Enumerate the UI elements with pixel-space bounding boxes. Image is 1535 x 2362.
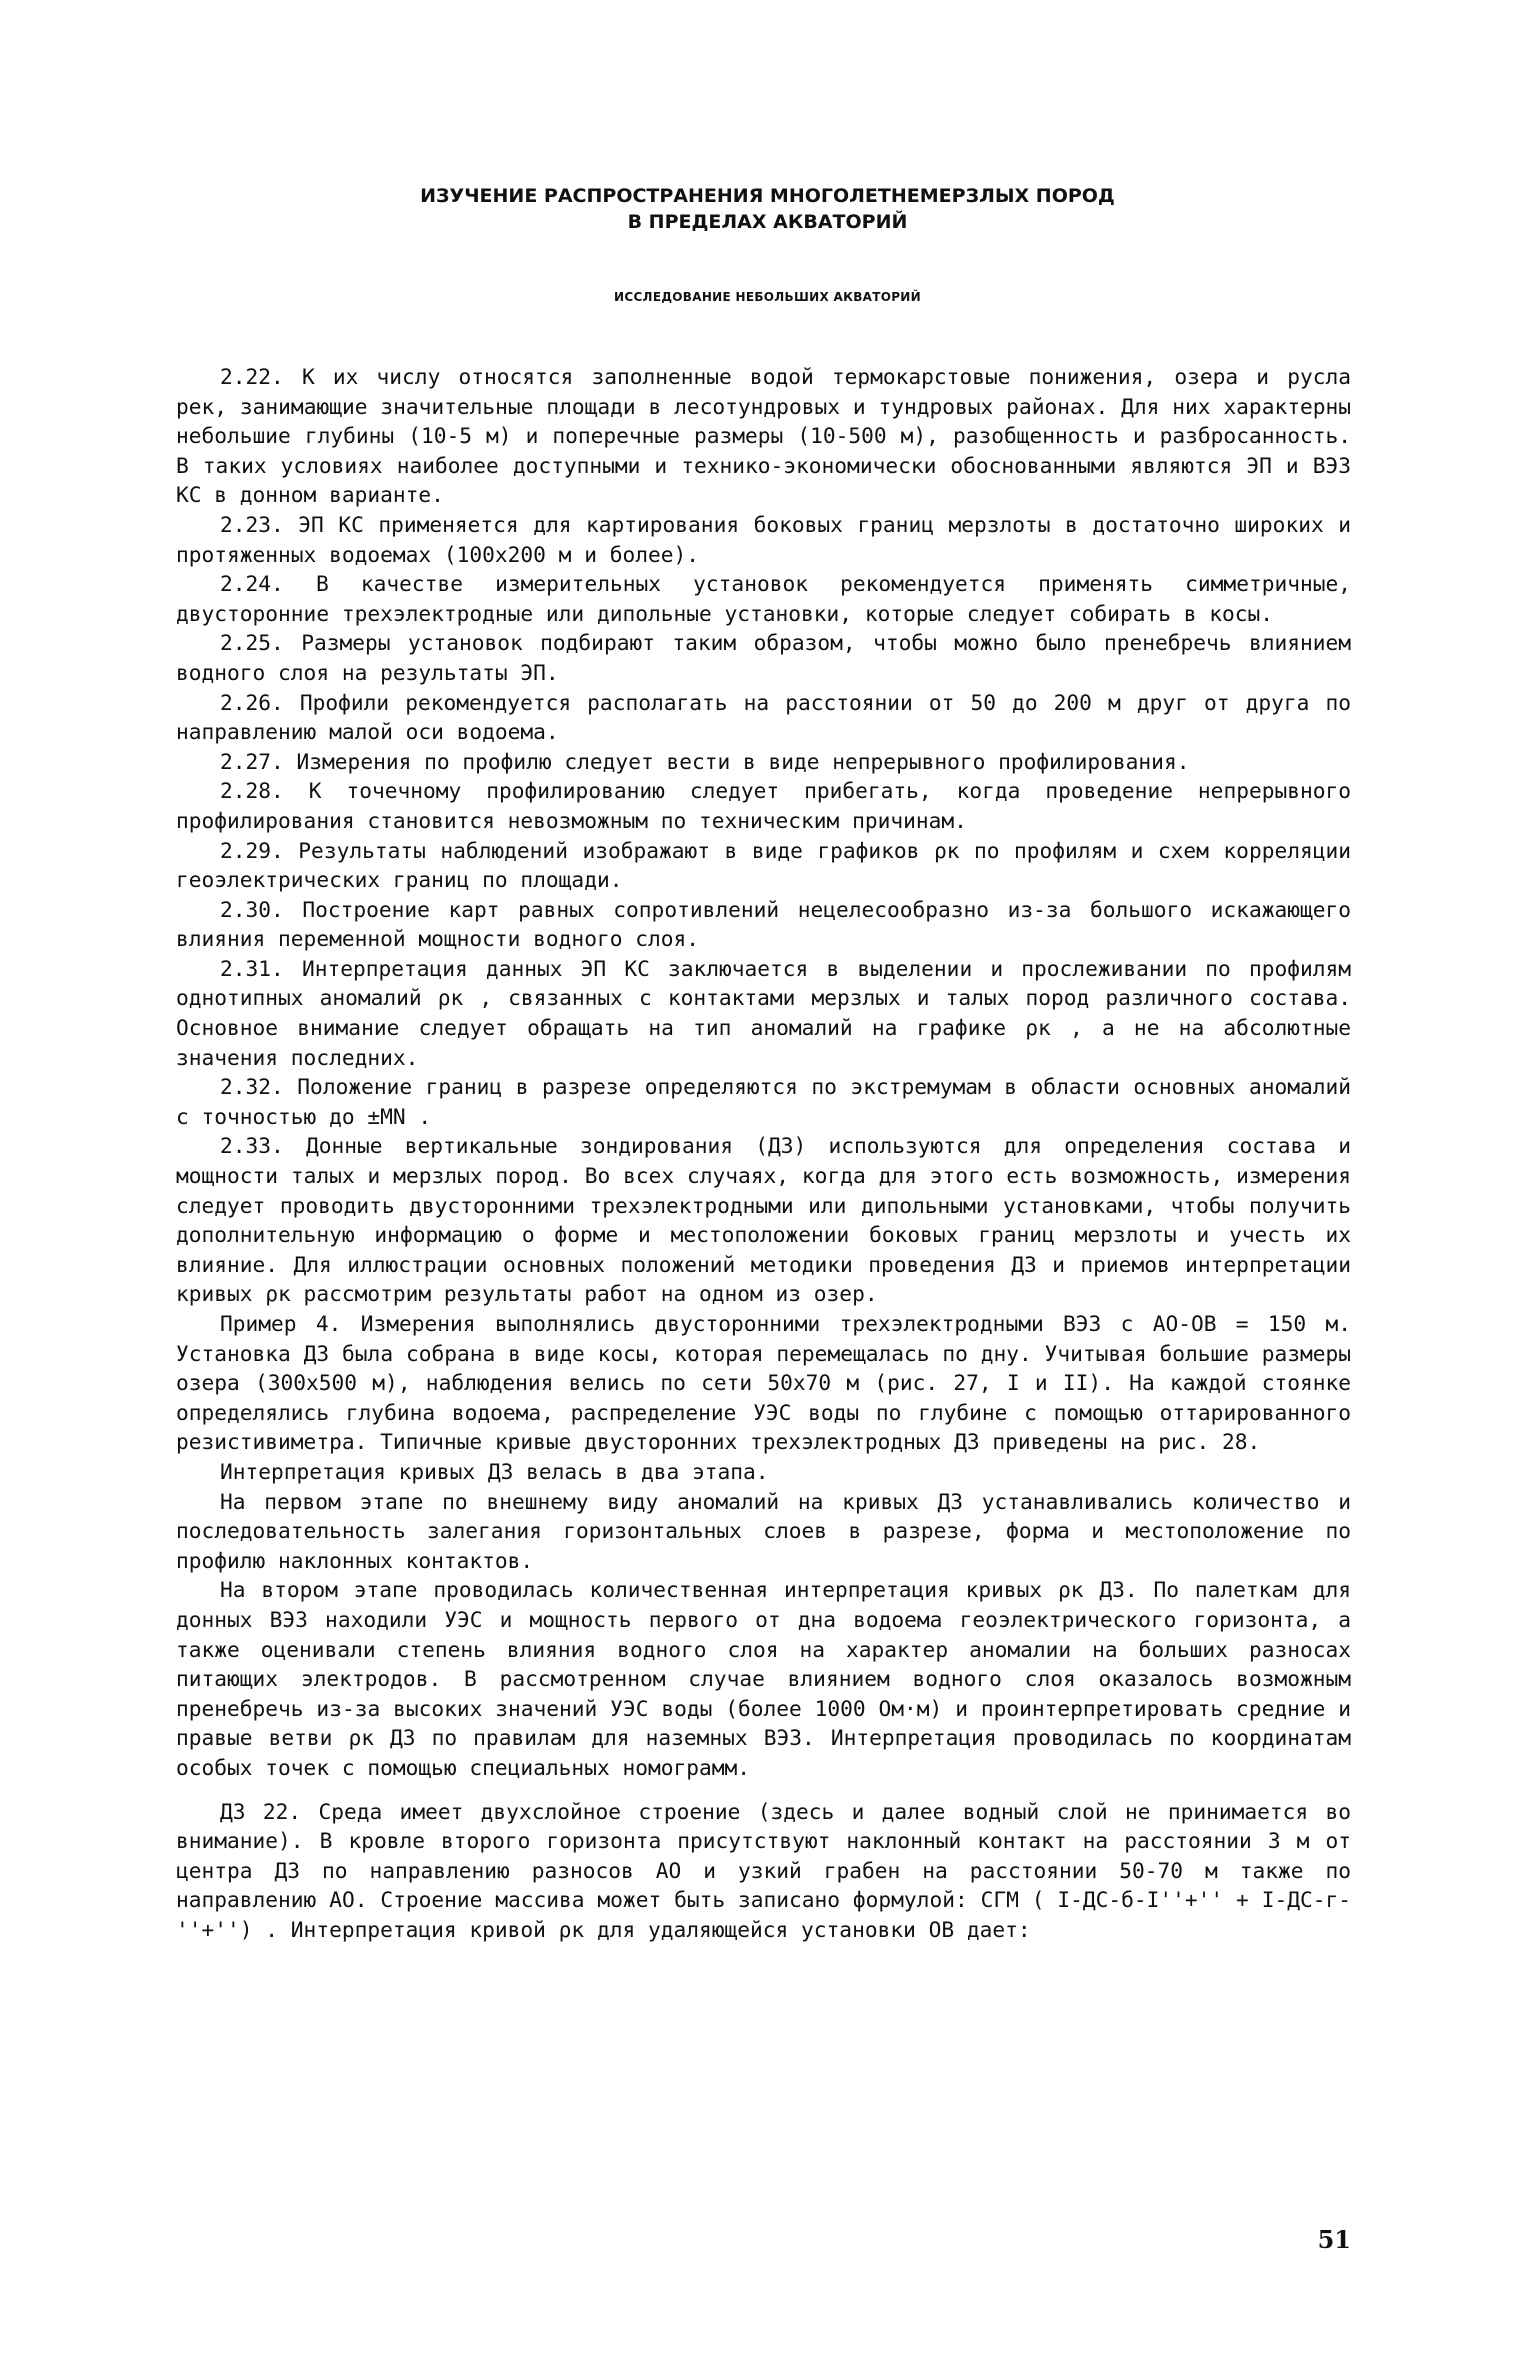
paragraph-2-26: 2.26. Профили рекомендуется располагать на расстоянии от 50 до 200 м друг от друга по направлению малой оси водоема. (176, 689, 1351, 745)
paragraph-example-4: Пример 4. Измерения выполнялись двусторонними трехэлектродными ВЭЗ с АО-ОВ = 150 м. Установка ДЗ была собрана в виде косы, которая перемещалась по дну. Учитывая большие размеры озера (300x500 м), наблюдения велись по сети 50x70 м (рис. 27, I и II). На каждой стоянке определялись глубина водоема, распределение УЭС воды по глубине с помощью оттарированного резистивиметра. Типичные кривые двусторонних трехэлектродных ДЗ приведены на рис. 28. (176, 1311, 1351, 1455)
paragraph-2-23: 2.23. ЭП КС применяется для картирования боковых границ мерзлоты в достаточно широких и протяженных водоемах (100x200 м и более). (176, 511, 1351, 567)
paragraph-2-33: 2.33. Донные вертикальные зондирования (ДЗ) используются для определения состава и мощности талых и мерзлых пород. Во всех случаях, когда для этого есть возможность, измерения следует проводить двусторонними трехэлектродными или дипольными установками, чтобы получить дополнительную информацию о форме и местоположении боковых границ мерзлоты и учесть их влияние. Для иллюстрации основных положений методики проведения ДЗ и приемов интерпретации кривых ρк рассмотрим результаты работ на одном из озер. (176, 1133, 1351, 1307)
paragraph-2-25: 2.25. Размеры установок подбирают таким образом, чтобы можно было пренебречь влиянием водного слоя на результаты ЭП. (176, 630, 1351, 685)
paragraph-2-29: 2.29. Результаты наблюдений изображают в виде графиков ρк по профилям и схем корреляции геоэлектрических границ по площади. (176, 837, 1351, 893)
document-title (0, 183, 1535, 235)
paragraph-2-28: 2.28. К точечному профилированию следует прибегать, когда проведение непрерывного профилирования становится невозможным по техническим причинам. (176, 778, 1351, 833)
paragraph-2-30: 2.30. Построение карт равных сопротивлений нецелесообразно из-за большого искажающего влияния переменной мощности водного слоя. (176, 896, 1351, 952)
paragraph-2-24: 2.24. В качестве измерительных установок рекомендуется применять симметричные, двусторонние трехэлектродные или дипольные установки, которые следует собирать в косы. (176, 571, 1351, 626)
paragraph-interpretation: Интерпретация кривых ДЗ велась в два этапа. (220, 1458, 769, 1484)
paragraph-2-31: 2.31. Интерпретация данных ЭП КС заключается в выделении и прослеживании по профилям однотипных аномалий ρк , связанных с контактами мерзлых и талых пород различного состава. Основное внимание следует обращать на тип аномалий на графике ρк , а не на абсолютные значения последних. (176, 955, 1351, 1070)
title-line-2: В ПРЕДЕЛАХ АКВАТОРИЙ (627, 211, 908, 233)
body-text (176, 362, 1351, 1944)
page-number: 51 (1317, 2225, 1351, 2254)
paragraph-dz-22: ДЗ 22. Среда имеет двухслойное строение (здесь и далее водный слой не принимается во внимание). В кровле второго горизонта присутствуют наклонный контакт на расстоянии 3 м от центра ДЗ по направлению разносов АО и узкий грабен на расстоянии 50-70 м также по направлению АО. Строение массива может быть записано формулой: СГМ ( I-ДС-б-I''+'' + I-ДС-г-''+'') . Интерпретация кривой ρк для удаляющейся установки ОВ дает: (176, 1798, 1351, 1942)
section-subtitle: ИССЛЕДОВАНИЕ НЕБОЛЬШИХ АКВАТОРИЙ (614, 290, 921, 304)
title-line-1: ИЗУЧЕНИЕ РАСПРОСТРАНЕНИЯ МНОГОЛЕТНЕМЕРЗЛЫХ ПОРОД (420, 185, 1115, 207)
paragraph-stage-1: На первом этапе по внешнему виду аномалий на кривых ДЗ устанавливались количество и последовательность залегания горизонтальных слоев в разрезе, форма и местоположение по профилю наклонных контактов. (176, 1488, 1351, 1573)
paragraph-2-27: 2.27. Измерения по профилю следует вести в виде непрерывного профилирования. (220, 748, 1190, 774)
paragraph-2-22: 2.22. К их числу относятся заполненные водой термокарстовые понижения, озера и русла рек, занимающие значительные площади в лесотундровых и тундровых районах. Для них характерны небольшие глубины (10-5 м) и поперечные размеры (10-500 м), разобщенность и разбросанность. В таких условиях наиболее доступными и технико-экономически обоснованными являются ЭП и ВЭЗ КС в донном варианте. (176, 364, 1351, 508)
paragraph-2-32: 2.32. Положение границ в разрезе определяются по экстремумам в области основных аномалий с точностью до ±МN . (176, 1074, 1351, 1129)
paragraph-stage-2: На втором этапе проводилась количественная интерпретация кривых ρк ДЗ. По палеткам для донных ВЭЗ находили УЭС и мощность первого от дна водоема геоэлектрического горизонта, а также оценивали степень влияния водного слоя на характер аномалии на больших разносах питающих электродов. В рассмотренном случае влиянием водного слоя оказалось возможным пренебречь из-за высоких значений УЭС воды (более 1000 Ом·м) и проинтерпретировать средние и правые ветви ρк ДЗ по правилам для наземных ВЭЗ. Интерпретация проводилась по координатам особых точек с помощью специальных номограмм. (176, 1577, 1351, 1780)
